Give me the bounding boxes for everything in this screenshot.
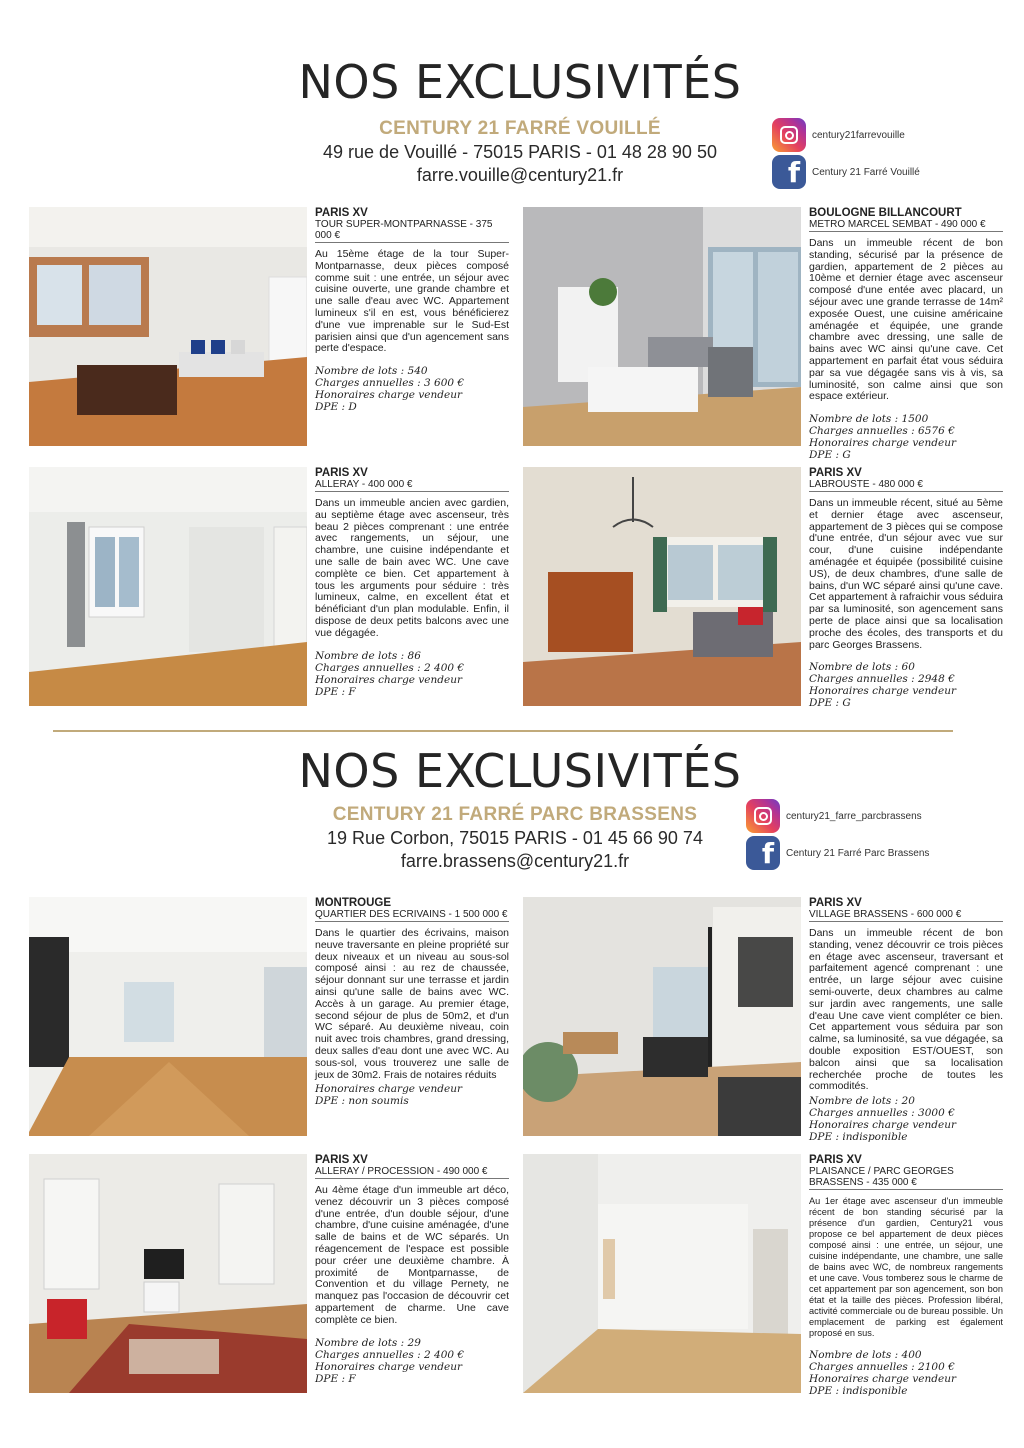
listing-photo-living-room[interactable] (29, 1154, 307, 1393)
listing-description: Dans un immeuble récent de bon standing, sécurisé par la présence de gardien, appartement de 2 pièces au 10ème et dernier étage avec ascenseur composé d'une entée avec placard, un séjour avec une grande terrasse de 14m² exposée Ouest, une cuisine américaine aménagée et équipée, une grande chambre avec dressing, une salle de bains avec WC ainsi qu'une cave. Cet appartement en parfait état vous séduira par sa vue dégagée sans vis à vis, sa luminosité, son calme ainsi que son espace extérieur. (809, 237, 1003, 403)
listing-facts (809, 1095, 1003, 1143)
room-illustration (523, 467, 801, 706)
fact-lots: Nombre de lots : 20 (809, 1095, 915, 1108)
listing-facts (315, 1083, 509, 1107)
facebook-handle: Century 21 Farré Parc Brassens (786, 847, 930, 859)
section-1-title: NOS EXCLUSIVITÉS (298, 55, 742, 109)
agency-address: 19 Rue Corbon, 75015 PARIS - 01 45 66 90 74 (327, 828, 703, 848)
fact-dpe: DPE : non soumis (315, 1095, 409, 1108)
listing-subtitle: PLAISANCE / PARC GEORGES BRASSENS - 435 000 € (809, 1166, 1003, 1190)
listing-description: Au 4ème étage d'un immeuble art déco, venez découvrir un 3 pièces composé d'une entrée, d'un double séjour, d'une chambre, d'une cuisine aménagée, d'une salle de bains et de WC séparés. Un réagencement de l'espace est possible pour créer une deuxième chambre. À proximité de Montparnasse, de Convention et du village Pernety, ne manquez pas l'occasion de découvrir cet appartement de charme. Une cave complète ce bien. (315, 1184, 509, 1326)
fact-lots: Nombre de lots : 400 (809, 1349, 922, 1361)
fact-charges: Charges annuelles : 2100 € (809, 1361, 955, 1373)
fact-lots: Nombre de lots : 29 (315, 1336, 421, 1349)
instagram-handle: century21farrevouille (812, 129, 905, 141)
listing-photo-living-room[interactable] (523, 897, 801, 1136)
listing-city: MONTROUGE (315, 897, 392, 909)
fact-dpe: DPE : indisponible (809, 1131, 908, 1144)
listing-card (315, 897, 509, 1107)
section-divider (53, 730, 953, 732)
listing-description: Dans le quartier des écrivains, maison neuve traversante en pleine propriété sur deux niveaux et un niveau au sous-sol composé ainsi : au rez de chaussée, séjour donnant sur une terrasse et jardin ainsi qu'une salle de bains avec WC. Accès à un garage. Au premier étage, second séjour de plus de 50m2, et d'un WC séparé. Au deuxième niveau, coin nuit avec trois chambres, grand dressing, deux salles d'eau dont une avec WC. Au sous-sol, vous trouverez une salle de jeux de 30m2. Frais de notaires réduits (315, 927, 509, 1081)
listing-description: Dans un immeuble récent de bon standing, venez découvrir ce trois pièces en étage avec ascenseur, traversant et parfaitement agencé comprenant : une entrée, un large séjour avec cuisine semi-ouverte, deux chambres au calme sur jardin avec rangements, une salle d'eau Une cave vient compléter ce bien. Cet appartement vous séduira par son calme, sa luminosité, sa vue dégagée, sa double exposition EST/OUEST, son balcon ainsi que sa localisation recherchée proche de toutes les commodités. (809, 927, 1003, 1093)
listing-subtitle: TOUR SUPER-MONTPARNASSE - 375 000 € (315, 219, 509, 243)
listing-photo-living-room[interactable] (523, 467, 801, 706)
fact-fees: Honoraires charge vendeur (809, 1119, 956, 1132)
agency-email[interactable]: farre.vouille@century21.fr (416, 165, 624, 185)
fact-dpe: DPE : G (809, 449, 851, 462)
fact-dpe: DPE : G (809, 697, 851, 710)
listing-subtitle: VILLAGE BRASSENS - 600 000 € (809, 909, 1003, 922)
listing-description: Au 15ème étage de la tour Super-Montparnasse, deux pièces composé comme suit : une entrée, un séjour avec cuisine ouverte, une grande chambre et une salle d'eau avec WC. Appartement lumineux s'il en est, vous bénéficierez d'une vue imprenable sur le Sud-Est parisien ainsi que d'un agencement sans perte d'espace. (315, 248, 509, 355)
listing-city: PARIS XV (809, 897, 862, 909)
fact-dpe: DPE : F (315, 1372, 356, 1385)
listing-card (809, 467, 1003, 709)
listing-card (315, 207, 509, 413)
room-illustration (523, 897, 801, 1136)
fact-fees: Honoraires charge vendeur (315, 389, 462, 402)
fact-fees: Honoraires charge vendeur (809, 437, 956, 450)
listing-card (315, 467, 509, 698)
agency-email[interactable]: farre.brassens@century21.fr (400, 851, 630, 871)
listing-city: PARIS XV (809, 467, 862, 479)
listing-photo-living-room[interactable] (29, 207, 307, 446)
listing-city: PARIS XV (315, 207, 368, 219)
listing-subtitle: ALLERAY / PROCESSION - 490 000 € (315, 1166, 509, 1179)
facebook-link[interactable] (772, 155, 920, 189)
listing-facts (315, 1337, 509, 1385)
listing-photo-living-room[interactable] (29, 467, 307, 706)
fact-fees: Honoraires charge vendeur (315, 673, 462, 686)
fact-fees: Honoraires charge vendeur (315, 1083, 462, 1096)
listing-facts (809, 413, 1003, 461)
section-2-title: NOS EXCLUSIVITÉS (298, 744, 742, 798)
instagram-link[interactable] (772, 118, 905, 152)
listing-subtitle: ALLERAY - 400 000 € (315, 479, 509, 492)
fact-charges: Charges annuelles : 2 400 € (315, 1348, 465, 1361)
listing-photo-living-room[interactable] (523, 1154, 801, 1393)
listing-card (809, 897, 1003, 1143)
listing-facts (809, 1349, 1003, 1397)
room-illustration (523, 207, 801, 446)
listing-description: Au 1er étage avec ascenseur d'un immeuble récent de bon standing sécurisé par la présence d'un gardien, Century21 vous propose ce bel appartement de deux pièces composé ainsi : une entrée, un séjour, une cuisine indépendante, une chambre, une salle de bains avec WC, de nombreux rangements et une cave. Vous tomberez sous le charme de cet appartement par son agencement, son bon état et la taille des pièces. Profession libéral, activité commerciale ou de bureau possible. Un emplacement de parking est également proposé en sus. (809, 1196, 1003, 1338)
listing-card (809, 207, 1003, 461)
facebook-link[interactable] (746, 836, 929, 870)
fact-charges: Charges annuelles : 3 600 € (315, 377, 465, 390)
fact-charges: Charges annuelles : 6576 € (809, 425, 955, 438)
listing-facts (315, 365, 509, 413)
instagram-handle: century21_farre_parcbrassens (786, 810, 922, 822)
room-illustration (523, 1154, 801, 1393)
fact-lots: Nombre de lots : 540 (315, 365, 428, 378)
fact-lots: Nombre de lots : 1500 (809, 413, 929, 426)
agency-info-brassens (285, 804, 745, 872)
fact-dpe: DPE : indisponible (809, 1385, 908, 1397)
room-illustration (29, 897, 307, 1136)
listing-subtitle: LABROUSTE - 480 000 € (809, 479, 1003, 492)
agency-info-vouille (290, 118, 750, 186)
fact-lots: Nombre de lots : 60 (809, 661, 915, 674)
listing-description: Dans un immeuble ancien avec gardien, au septième étage avec ascenseur, très beau 2 pièces comprenant : une entrée avec rangements, un séjour, une chambre, une cuisine indépendante et une salle de bain avec WC. Une cave complète ce bien. Cet appartement à tous les arguments pour séduire : très lumineux, calme, en excellent état et bénéficiant d'un plan modulable. Enfin, il dispose de deux petits balcons avec une vue dégagée. (315, 497, 509, 639)
facebook-icon: f (772, 155, 806, 189)
room-illustration (29, 467, 307, 706)
agency-name: CENTURY 21 FARRÉ PARC BRASSENS (332, 804, 698, 825)
fact-charges: Charges annuelles : 2 400 € (315, 661, 465, 674)
agency-address: 49 rue de Vouillé - 75015 PARIS - 01 48 28 90 50 (323, 142, 717, 162)
fact-charges: Charges annuelles : 3000 € (809, 1107, 955, 1120)
instagram-icon (772, 118, 806, 152)
listing-subtitle: METRO MARCEL SEMBAT - 490 000 € (809, 219, 1003, 232)
listing-facts (809, 661, 1003, 709)
listing-facts (315, 650, 509, 698)
fact-dpe: DPE : F (315, 685, 356, 698)
facebook-handle: Century 21 Farré Vouillé (812, 166, 920, 178)
fact-charges: Charges annuelles : 2948 € (809, 673, 955, 686)
fact-fees: Honoraires charge vendeur (315, 1360, 462, 1373)
listing-city: PARIS XV (315, 467, 368, 479)
listing-description: Dans un immeuble récent, situé au 5ème et dernier étage avec ascenseur, appartement de 3 pièces qui se compose d'une entrée, d'un séjour avec vue sur cour, d'une cuisine indépendante aménagée et équipée (possibilité cuisine US), de deux chambres, d'une salle de bains, d'un WC séparé ainsi qu'une cave. Cet appartement à rafraichir vous séduira par sa luminosité, son agencement sans perte de place ainsi que sa localisation proche des écoles, des transports et du parc Georges Brassens. (809, 497, 1003, 651)
fact-fees: Honoraires charge vendeur (809, 1373, 956, 1385)
listing-photo-living-room[interactable] (29, 897, 307, 1136)
listing-city: BOULOGNE BILLANCOURT (809, 207, 962, 219)
instagram-icon (746, 799, 780, 833)
fact-lots: Nombre de lots : 86 (315, 649, 421, 662)
room-illustration (29, 207, 307, 446)
room-illustration (29, 1154, 307, 1393)
listing-city: PARIS XV (809, 1154, 862, 1166)
fact-fees: Honoraires charge vendeur (809, 685, 956, 698)
listing-city: PARIS XV (315, 1154, 368, 1166)
agency-name: CENTURY 21 FARRÉ VOUILLÉ (379, 118, 661, 139)
listing-card (315, 1154, 509, 1385)
listing-photo-living-room[interactable] (523, 207, 801, 446)
listing-card (809, 1154, 1003, 1397)
facebook-icon: f (746, 836, 780, 870)
instagram-link[interactable] (746, 799, 922, 833)
listing-subtitle: QUARTIER DES ECRIVAINS - 1 500 000 € (315, 909, 508, 920)
fact-dpe: DPE : D (315, 401, 357, 414)
